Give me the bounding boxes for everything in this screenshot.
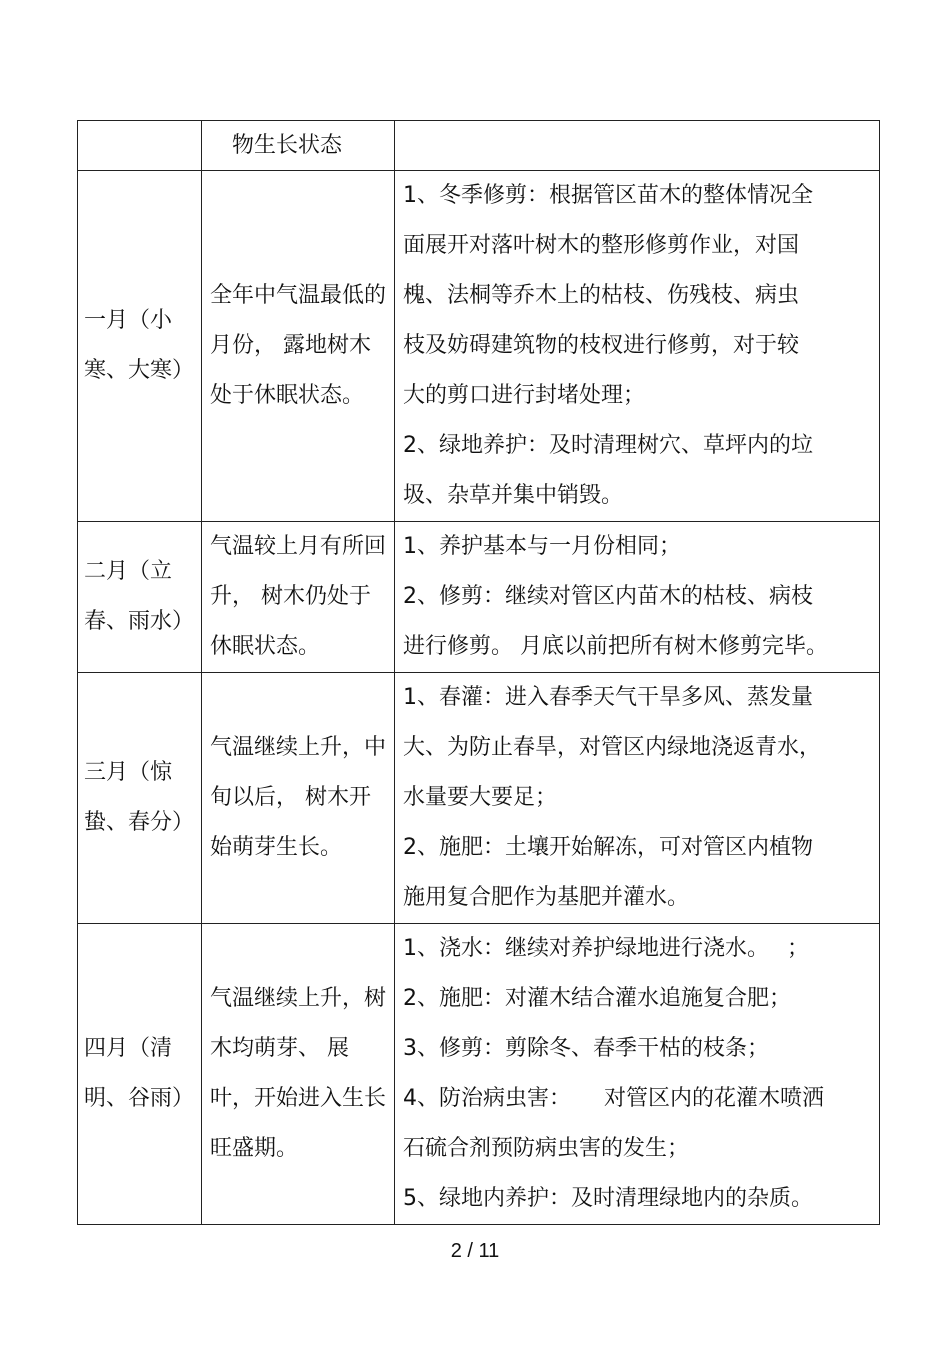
tasks-cell	[395, 171, 880, 522]
page-number: 2 / 11	[450, 1240, 500, 1262]
task-line: 1、养护基本与一月份相同；	[403, 534, 681, 559]
task-line: 槐、法桐等乔木上的枯枝、伤残枝、病虫	[403, 283, 800, 308]
tasks-cell	[395, 924, 880, 1225]
task-line: 面展开对落叶树木的整形修剪作业，对国	[403, 233, 800, 258]
header-state-cell	[202, 121, 395, 171]
state-cell	[202, 171, 395, 522]
month-label: 二月（立春、雨水）	[84, 559, 195, 634]
month-label: 四月（清明、谷雨）	[84, 1036, 195, 1111]
task-line: 2、施肥：土壤开始解冻，可对管区内植物	[403, 835, 813, 860]
table-header-row	[78, 121, 880, 171]
task-line: 施用复合肥作为基肥并灌水。	[403, 885, 690, 910]
month-cell	[78, 673, 202, 924]
state-text: 气温继续上升，中旬以后， 树木开始萌芽生长。	[210, 735, 387, 860]
month-label: 一月（小寒、大寒）	[84, 308, 195, 383]
task-line: 大的剪口进行封堵处理；	[403, 383, 646, 408]
task-line: 大、为防止春旱，对管区内绿地浇返青水，	[403, 735, 822, 760]
task-line: 5、绿地内养护：及时清理绿地内的杂质。	[403, 1186, 813, 1211]
header-state-label: 物生长状态	[232, 132, 343, 158]
state-text: 全年中气温最低的月份， 露地树木处于休眠状态。	[210, 283, 387, 408]
task-line: 1、春灌：进入春季天气干旱多风、蒸发量	[403, 685, 813, 710]
task-line: 4、防治病虫害： 对管区内的花灌木喷洒	[403, 1086, 824, 1111]
task-line: 圾、杂草并集中销毁。	[403, 483, 624, 508]
task-line: 1、浇水：继续对养护绿地进行浇水。 ；	[403, 936, 809, 961]
state-cell	[202, 522, 395, 673]
tasks-cell	[395, 673, 880, 924]
state-cell	[202, 924, 395, 1225]
month-cell	[78, 171, 202, 522]
month-cell	[78, 924, 202, 1225]
header-month-cell	[78, 121, 202, 171]
tasks-cell	[395, 522, 880, 673]
state-cell	[202, 673, 395, 924]
table-row	[78, 924, 880, 1225]
task-line: 水量要大要足；	[403, 785, 558, 810]
state-text: 气温继续上升，树木均萌芽、 展叶，开始进入生长旺盛期。	[210, 986, 387, 1161]
table-row	[78, 673, 880, 924]
table-row	[78, 522, 880, 673]
month-cell	[78, 522, 202, 673]
table-row	[78, 171, 880, 522]
task-line: 2、修剪：继续对管区内苗木的枯枝、病枝	[403, 584, 813, 609]
task-line: 2、绿地养护：及时清理树穴、草坪内的垃	[403, 433, 813, 458]
month-label: 三月（惊蛰、春分）	[84, 760, 195, 835]
maintenance-schedule-table	[77, 120, 880, 1225]
task-line: 进行修剪。 月底以前把所有树木修剪完毕。	[403, 634, 828, 659]
task-line: 枝及妨碍建筑物的枝杈进行修剪，对于较	[403, 333, 800, 358]
task-line: 2、施肥：对灌木结合灌水追施复合肥；	[403, 986, 791, 1011]
header-tasks-cell	[395, 121, 880, 171]
task-line: 石硫合剂预防病虫害的发生；	[403, 1136, 690, 1161]
state-text: 气温较上月有所回升， 树木仍处于休眠状态。	[210, 534, 387, 659]
task-line: 1、冬季修剪：根据管区苗木的整体情况全	[403, 183, 813, 208]
task-line: 3、修剪：剪除冬、春季干枯的枝条；	[403, 1036, 769, 1061]
